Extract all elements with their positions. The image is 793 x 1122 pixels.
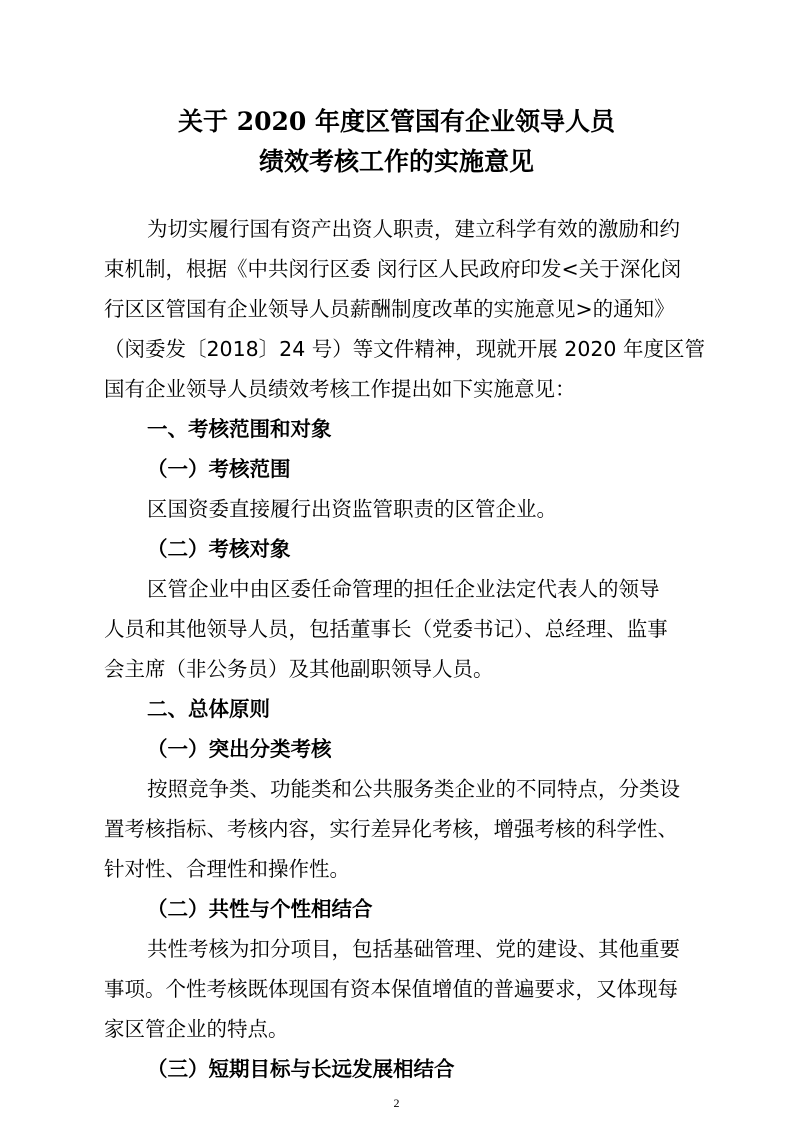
subsection-heading-classification: （一）突出分类考核	[147, 737, 332, 761]
paragraph-line: 置考核指标、考核内容，实行差异化考核，增强考核的科学性、	[104, 817, 678, 841]
document-title-line-2: 绩效考核工作的实施意见	[258, 147, 534, 176]
intro-paragraph-line: 行区区管国有企业领导人员薪酬制度改革的实施意见>的通知》	[104, 297, 675, 321]
paragraph-line: 家区管企业的特点。	[104, 1017, 289, 1041]
intro-paragraph-line: 国有企业领导人员绩效考核工作提出如下实施意见：	[104, 377, 576, 401]
subsection-heading-scope: （一）考核范围	[147, 457, 291, 481]
paragraph-line: 按照竞争类、功能类和公共服务类企业的不同特点，分类设	[147, 777, 680, 801]
paragraph-line: 针对性、合理性和操作性。	[104, 857, 350, 881]
document-title-line-1: 关于 2020 年度区管国有企业领导人员	[178, 107, 615, 136]
subsection-heading-targets: （二）考核对象	[147, 537, 291, 561]
intro-paragraph-line: 为切实履行国有资产出资人职责，建立科学有效的激励和约	[147, 217, 680, 241]
intro-paragraph-line: （闵委发〔2018〕24 号）等文件精神，现就开展 2020 年度区管	[104, 337, 705, 361]
section-heading-principles: 二、总体原则	[147, 697, 270, 721]
section-heading-scope: 一、考核范围和对象	[147, 417, 332, 441]
paragraph-line: 事项。个性考核既体现国有资本保值增值的普遍要求，又体现每	[104, 977, 678, 1001]
paragraph-line: 会主席（非公务员）及其他副职领导人员。	[104, 657, 494, 681]
paragraph-line: 区国资委直接履行出资监管职责的区管企业。	[147, 497, 557, 521]
subsection-heading-short-long-term: （三）短期目标与长远发展相结合	[147, 1057, 455, 1081]
paragraph-line: 区管企业中由区委任命管理的担任企业法定代表人的领导	[147, 577, 660, 601]
paragraph-line: 共性考核为扣分项目，包括基础管理、党的建设、其他重要	[147, 937, 680, 961]
page-number: 2	[393, 1096, 400, 1110]
paragraph-line: 人员和其他领导人员，包括董事长（党委书记）、总经理、监事	[104, 617, 668, 641]
subsection-heading-commonality: （二）共性与个性相结合	[147, 897, 373, 921]
intro-paragraph-line: 束机制，根据《中共闵行区委 闵行区人民政府印发<关于深化闵	[104, 257, 682, 281]
